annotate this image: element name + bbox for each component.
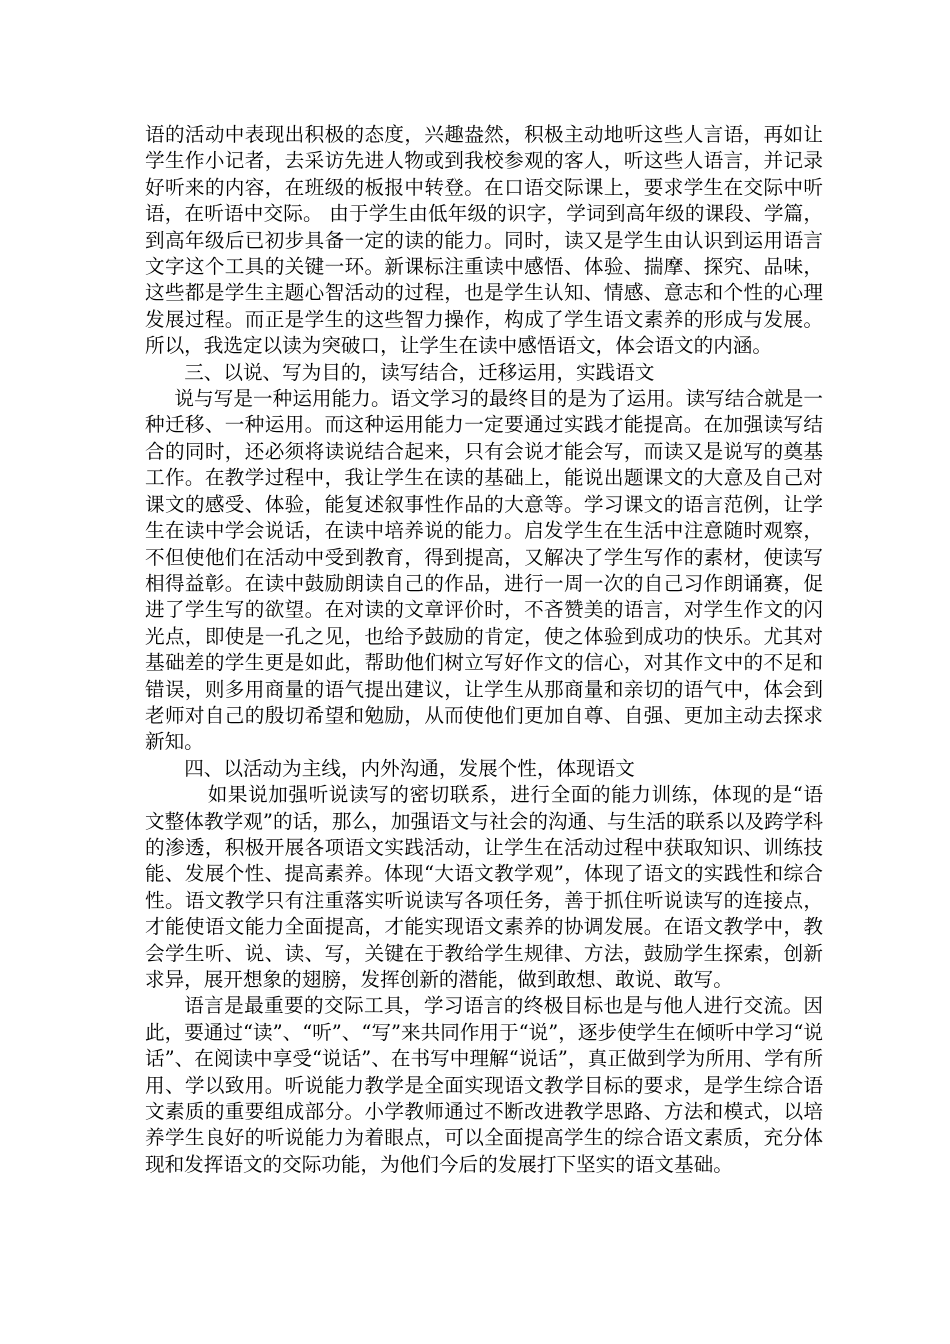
paragraph-speaking-writing: 说与写是一种运用能力。语文学习的最终目的是为了运用。读写结合就是一种迁移、一种运用。而这种运用能力一定要通过实践才能提高。在加强读写结合的同时，还必须将读说结合起来，只有会说才能会写，而读又是说写的奠基工作。在教学过程中，我让学生在读的基础上，能说出题课文的大意及自己对课文的感受、体验，能复述叙事性作品的大意等。学习课文的语言范例，让学生在读中学会说话，在读中培养说的能力。启发学生在生活中注意随时观察，不但使他们在活动中受到教育，得到提高，又解决了学生写作的素材，使读写相得益彰。在读中鼓励朗读自己的作品，进行一周一次的自己习作朗诵赛，促进了学生写的欲望。在对读的文章评价时，不吝赞美的语言，对学生作文的闪光点，即使是一孔之见，也给予鼓励的肯定，使之体验到成功的快乐。尤其对基础差的学生更是如此，帮助他们树立写好作文的信心，对其作文中的不足和错误，则多用商量的语气提出建议，让学生从那商量和亲切的语气中，体会到老师对自己的殷切希望和勉励，从而使他们更加自尊、自强、更加主动去探求新知。 xyxy=(145,387,823,754)
paragraph-continuation: 语的活动中表现出积极的态度，兴趣盎然，积极主动地听这些人言语，再如让学生作小记者，去采访先进人物或到我校参观的客人，听这些人语言，并记录好听来的内容，在班级的板报中转登。在口语交际课上，要求学生在交际中听语，在听语中交际。 由于学生由低年级的识字，学词到高年级的课段、学篇，到高年级后已初步具备一定的读的能力。同时，读又是学生由认识到运用语言文字这个工具的关键一环。新课标注重读中感悟、体验、揣摩、探究、品味，这些都是学生主题心智活动的过程，也是学生认知、情感、意志和个性的心理发展过程。而正是学生的这些智力操作，构成了学生语文素养的形成与发展。所以，我选定以读为突破口，让学生在读中感悟语文，体会语文的内涵。 xyxy=(145,123,823,358)
document-body xyxy=(145,122,823,1178)
section-heading-3: 三、以说、写为目的，读写结合，迁移运用，实践语文 xyxy=(184,360,655,384)
section-heading-4: 四、以活动为主线，内外沟通，发展个性，体现语文 xyxy=(184,756,635,780)
paragraph-conclusion: 语言是最重要的交际工具，学习语言的终极目标也是与他人进行交流。因此，要通过“读”、“听”、“写”来共同作用于“说”，逐步使学生在倾听中学习“说话”、在阅读中享受“说话”、在书写中理解“说话”，真正做到学为所用、学有所用、学以致用。听说能力教学是全面实现语文教学目标的要求，是学生综合语文素质的重要组成部分。小学教师通过不断改进教学思路、方法和模式，以培养学生良好的听说能力为着眼点，可以全面提高学生的综合语文素质，充分体现和发挥语文的交际功能，为他们今后的发展打下坚实的语文基础。 xyxy=(145,994,823,1176)
paragraph-activities: 如果说加强听说读写的密切联系，进行全面的能力训练，体现的是“语文整体教学观”的话，那么，加强语文与社会的沟通、与生活的联系以及跨学科的渗透，积极开展各项语文实践活动，让学生在活动过程中获取知识、训练技能、发展个性、提高素养。体现“大语文教学观”，体现了语文的实践性和综合性。语文教学只有注重落实听说读写各项任务，善于抓住听说读写的连接点，才能使语文能力全面提高，才能实现语文素养的协调发展。在语文教学中，教会学生听、说、读、写，关键在于教给学生规律、方法，鼓励学生探索，创新求异，展开想象的翅膀，发挥创新的潜能，做到敢想、敢说、敢写。 xyxy=(145,783,823,991)
